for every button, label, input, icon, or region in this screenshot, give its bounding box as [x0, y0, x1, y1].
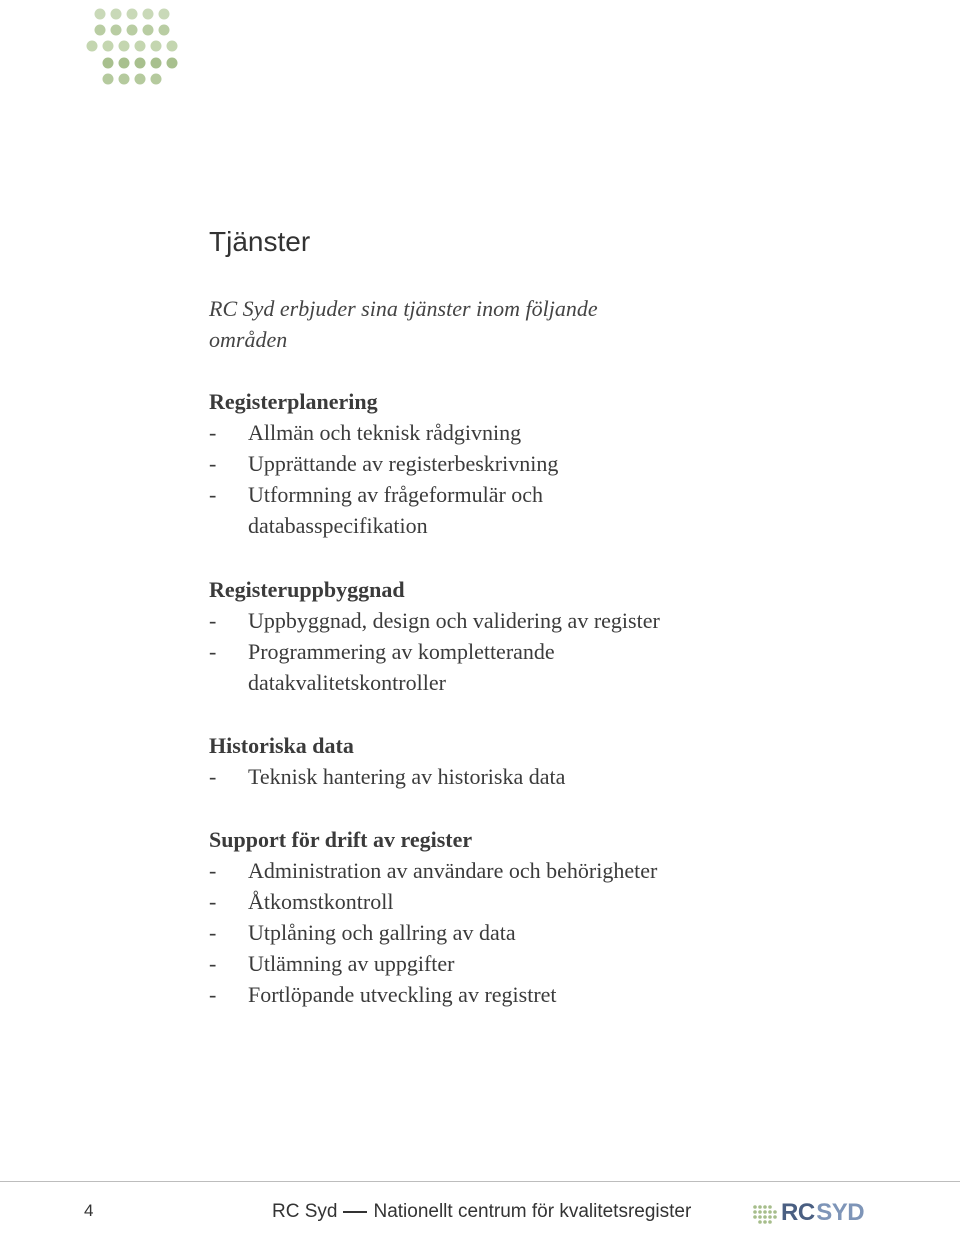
list-item: - Utplåning och gallring av data	[209, 920, 516, 945]
list-item: - Åtkomstkontroll	[209, 889, 394, 914]
footer-description: Nationellt centrum för kvalitetsregister	[373, 1201, 692, 1222]
list-item-continuation: databasspecifikation	[248, 513, 428, 538]
list-item: - Teknisk hantering av historiska data	[209, 764, 566, 789]
list-item: - Utformning av frågeformulär och databasspecifikation	[209, 482, 544, 538]
intro-line-1: RC Syd erbjuder sina tjänster inom följande	[209, 296, 598, 321]
section-heading: Historiska data	[209, 733, 354, 758]
list-item: - Upprättande av registerbeskrivning	[209, 451, 559, 476]
section-support	[209, 824, 657, 1010]
list-item-continuation: datakvalitetskontroller	[248, 670, 446, 695]
footer-divider	[0, 1181, 960, 1182]
section-heading: Registeruppbyggnad	[209, 577, 405, 602]
footer-org: RC Syd	[272, 1201, 338, 1222]
page-title: Tjänster	[209, 226, 311, 257]
service-list	[209, 855, 657, 1010]
page-number: 4	[84, 1201, 94, 1220]
list-item: - Allmän och teknisk rådgivning	[209, 420, 522, 445]
section-heading: Registerplanering	[209, 389, 378, 414]
list-item: - Administration av användare och behörigheter	[209, 858, 658, 883]
list-item: - Utlämning av uppgifter	[209, 951, 455, 976]
footer-text	[272, 1201, 691, 1223]
dot-grid-logo-icon	[86, 5, 186, 87]
list-item: - Fortlöpande utveckling av registret	[209, 982, 557, 1007]
list-item: - Programmering av kompletterande datakvalitetskontroller	[209, 639, 555, 695]
service-list	[209, 605, 660, 698]
section-registeruppbyggnad	[209, 574, 660, 698]
list-item: - Uppbyggnad, design och validering av register	[209, 608, 660, 633]
dot-grid-brand-icon	[752, 1204, 778, 1226]
section-historiska-data	[209, 730, 565, 792]
section-registerplanering	[209, 386, 558, 541]
brand-logo-text: RC SYD	[781, 1199, 865, 1226]
service-list	[209, 761, 565, 792]
section-heading: Support för drift av register	[209, 827, 473, 852]
footer-dash	[343, 1211, 367, 1213]
intro-line-2: områden	[209, 327, 288, 352]
service-list	[209, 417, 558, 541]
intro-text	[209, 293, 598, 355]
